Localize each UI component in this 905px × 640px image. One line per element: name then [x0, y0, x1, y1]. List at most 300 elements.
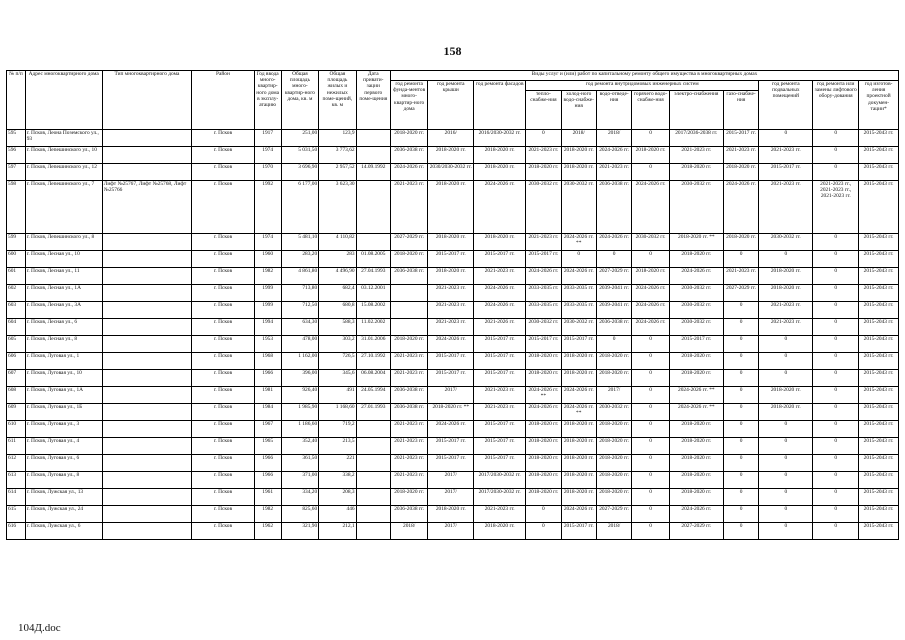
table-cell: 2018-2020 гг.: [669, 421, 723, 438]
table-cell: 2021-2023 гг.: [474, 404, 526, 421]
header-res-area: Общая площадь жилых и нежилых поме-щений, кв. м: [319, 71, 356, 130]
table-row: [7, 370, 899, 387]
table-cell: 2015-2017 гг.: [428, 251, 474, 268]
table-cell: 2018-2020 гг.: [526, 489, 561, 506]
table-cell: 599: [7, 234, 26, 251]
table-cell: 2018-2020 гг.: [669, 353, 723, 370]
header-total-area: Общая площадь много-квартир-ного дома, кв. м: [281, 71, 318, 130]
table-cell: г. Псков, Лесная ул., 3А: [25, 302, 102, 319]
table-cell: 2024-2026 гг.: [632, 302, 669, 319]
table-cell: 2018-2020 гг.: [759, 387, 813, 404]
table-cell: 0: [813, 130, 859, 147]
table-cell: 0: [759, 455, 813, 472]
table-cell: 24.05.1994: [356, 387, 390, 404]
table-cell: 601: [7, 268, 26, 285]
table-cell: 2030-2032 гг.: [669, 319, 723, 336]
table-cell: 2018-2020 гг.: [561, 370, 596, 387]
table-cell: 2027-2029 гг.: [390, 234, 427, 251]
table-cell: 2027-2029 гг.: [596, 268, 631, 285]
table-cell: 597: [7, 164, 26, 181]
table-cell: [102, 285, 191, 302]
table-cell: 2018-2020 гг.: [632, 147, 669, 164]
table-cell: 2015-2043 гг.: [859, 319, 899, 336]
table-cell: 1 168,60: [319, 404, 356, 421]
table-cell: [102, 523, 191, 540]
table-row: [7, 421, 899, 438]
table-cell: [102, 268, 191, 285]
table-cell: 2015-2017 гг.: [474, 370, 526, 387]
table-cell: 1992: [254, 181, 281, 234]
repair-schedule-table-wrap: [6, 70, 899, 540]
table-cell: 0: [813, 523, 859, 540]
table-cell: 03.12.2001: [356, 285, 390, 302]
table-cell: 2018-2020 гг.: [561, 489, 596, 506]
table-cell: 396,00: [281, 370, 318, 387]
table-cell: 2017/: [428, 523, 474, 540]
table-cell: 1966: [254, 472, 281, 489]
table-cell: 14.09.1992: [356, 164, 390, 181]
header-design-docs: год изготов-ления проектной докумен-тации*: [859, 81, 899, 130]
table-cell: г. Псков: [192, 455, 254, 472]
table-cell: 2018-2020 гг. **: [669, 234, 723, 251]
table-cell: 2018-2020 гг.: [428, 234, 474, 251]
table-cell: 2018-2020 гг.: [669, 164, 723, 181]
table-cell: 478,00: [281, 336, 318, 353]
table-cell: 2024-2026 гг.: [526, 268, 561, 285]
table-cell: [356, 438, 390, 455]
table-cell: 2021-2023 гг.: [723, 147, 758, 164]
table-cell: 0: [723, 404, 758, 421]
table-cell: 2024-2026 гг.: [632, 319, 669, 336]
table-cell: [102, 472, 191, 489]
table-cell: 0: [526, 130, 561, 147]
table-cell: 2024-2026 гг.: [474, 285, 526, 302]
table-cell: 1981: [254, 387, 281, 404]
table-cell: 0: [723, 387, 758, 404]
table-cell: [356, 181, 390, 234]
table-cell: 2027-2029 гг.: [669, 523, 723, 540]
table-cell: 2018-2020 гг.: [759, 285, 813, 302]
table-cell: [356, 234, 390, 251]
table-cell: 446: [319, 506, 356, 523]
table-cell: г. Псков: [192, 302, 254, 319]
table-cell: 0: [723, 319, 758, 336]
table-cell: 682,4: [319, 285, 356, 302]
table-cell: 0: [723, 251, 758, 268]
table-cell: 2030-2032 гг.: [561, 181, 596, 234]
table-cell: [390, 285, 427, 302]
table-cell: 2021-2023 гг.: [390, 472, 427, 489]
table-cell: 321,90: [281, 523, 318, 540]
table-row: [7, 438, 899, 455]
table-cell: 2021-2023 гг.: [759, 181, 813, 234]
table-cell: 719,2: [319, 421, 356, 438]
table-cell: 2024-2026 гг.: [632, 285, 669, 302]
table-cell: 15.08.2002: [356, 302, 390, 319]
table-cell: 2018-2020 гг.: [669, 370, 723, 387]
table-cell: 2024-2026 гг.: [474, 302, 526, 319]
table-cell: 634,30: [281, 319, 318, 336]
table-cell: 212,1: [319, 523, 356, 540]
table-cell: 0: [813, 319, 859, 336]
table-cell: 825,60: [281, 506, 318, 523]
table-cell: 0: [723, 370, 758, 387]
table-cell: 2018-2020 гг.: [526, 164, 561, 181]
header-year-built: Год ввода много-квартир-ного дома в эксплу-атацию: [254, 71, 281, 130]
table-cell: г. Псков, Луговая ул., 10: [25, 370, 102, 387]
table-cell: г. Псков: [192, 472, 254, 489]
table-cell: 2015-2017 гг.: [428, 438, 474, 455]
table-cell: г. Псков: [192, 130, 254, 147]
table-cell: 2017/: [428, 387, 474, 404]
table-cell: 3 773,62: [319, 147, 356, 164]
table-cell: 0: [813, 506, 859, 523]
table-cell: г. Псков, Лесная ул., 6: [25, 319, 102, 336]
table-cell: 0: [632, 506, 669, 523]
table-cell: 2015-2017 гг.: [474, 336, 526, 353]
table-cell: 0: [813, 370, 859, 387]
table-cell: 213,5: [319, 438, 356, 455]
table-cell: г. Псков, Леона Поземского ул., 93: [25, 130, 102, 147]
table-row: [7, 506, 899, 523]
table-cell: 2039-2041 гг.: [596, 302, 631, 319]
table-cell: [356, 506, 390, 523]
table-cell: 0: [723, 523, 758, 540]
table-cell: 0: [813, 147, 859, 164]
table-cell: 0: [813, 164, 859, 181]
table-cell: 2036-2038 гг.: [390, 387, 427, 404]
table-cell: 1962: [254, 523, 281, 540]
table-cell: 2018-2020 гг.: [390, 251, 427, 268]
table-cell: 2018-2020 гг.: [596, 353, 631, 370]
table-cell: 0: [759, 421, 813, 438]
table-cell: 2018-2020 гг.: [596, 455, 631, 472]
table-cell: 2015-2017 гг.: [474, 421, 526, 438]
table-cell: 6 177,00: [281, 181, 318, 234]
table-cell: 2021-2023 гг.: [390, 370, 427, 387]
table-cell: 2018-2020 гг.: [596, 370, 631, 387]
table-cell: 600: [7, 251, 26, 268]
table-cell: 1966: [254, 455, 281, 472]
table-cell: 208,3: [319, 489, 356, 506]
table-cell: 2024-2026 гг.: [723, 181, 758, 234]
table-cell: г. Псков: [192, 251, 254, 268]
table-cell: 2024-2026 гг.: [428, 336, 474, 353]
table-cell: г. Псков: [192, 404, 254, 421]
table-cell: 2027-2029 гг.: [596, 506, 631, 523]
table-cell: 2036-2038 гг.: [390, 147, 427, 164]
table-cell: г. Псков, Луговая ул., 1Б: [25, 404, 102, 421]
table-cell: 0: [759, 130, 813, 147]
table-cell: 2015-2017 гг.: [428, 455, 474, 472]
table-cell: 1961: [254, 489, 281, 506]
table-cell: [102, 130, 191, 147]
table-cell: 2030-2032 гг.: [596, 404, 631, 421]
table-cell: 604: [7, 319, 26, 336]
table-cell: г. Псков, Луговая ул., 6: [25, 455, 102, 472]
table-cell: 3 696,90: [281, 164, 318, 181]
table-cell: 0: [723, 506, 758, 523]
table-cell: 0: [526, 523, 561, 540]
table-row: [7, 353, 899, 370]
table-row: [7, 472, 899, 489]
table-cell: 605: [7, 336, 26, 353]
table-cell: 2015-2043 гг.: [859, 489, 899, 506]
table-cell: 2018-2020 гг.: [474, 234, 526, 251]
table-cell: [102, 234, 191, 251]
table-cell: 1917: [254, 130, 281, 147]
table-cell: 2015-2017 гг.: [669, 336, 723, 353]
table-cell: 598: [7, 181, 26, 234]
table-cell: 1965: [254, 438, 281, 455]
table-cell: г. Псков, Лепешинского ул., 12: [25, 164, 102, 181]
table-cell: г. Псков, Лесная ул., 10: [25, 251, 102, 268]
table-cell: 31.01.2006: [356, 336, 390, 353]
table-cell: 2018-2020 гг.: [390, 489, 427, 506]
table-cell: 2017/: [428, 489, 474, 506]
table-cell: 0: [813, 438, 859, 455]
table-cell: 352,40: [281, 438, 318, 455]
table-row: [7, 268, 899, 285]
header-sewage: водо-отведе-ния: [596, 91, 631, 130]
table-cell: 0: [723, 472, 758, 489]
table-cell: 2018-2020 гг.: [596, 438, 631, 455]
table-cell: 2030-2032 гг.: [526, 319, 561, 336]
table-cell: 2015-2043 гг.: [859, 268, 899, 285]
table-cell: 2018-2020 гг.: [428, 506, 474, 523]
table-cell: г. Псков, Луговая ул., 1А: [25, 387, 102, 404]
table-cell: 2018-2020 гг.: [474, 164, 526, 181]
table-cell: 2018-2020 гг.: [723, 234, 758, 251]
table-cell: 1967: [254, 421, 281, 438]
table-cell: 2039-2041 гг.: [596, 285, 631, 302]
table-cell: 0: [759, 370, 813, 387]
table-cell: 0: [632, 353, 669, 370]
header-hot-water: горячего водо-снабже-ния: [632, 91, 669, 130]
table-cell: 2017/: [596, 387, 631, 404]
table-cell: [356, 472, 390, 489]
table-cell: [356, 455, 390, 472]
table-cell: 4 496,90: [319, 268, 356, 285]
table-cell: г. Псков, Лужская ул., 13: [25, 489, 102, 506]
table-cell: 0: [813, 353, 859, 370]
page-number: 158: [443, 44, 462, 58]
table-cell: [102, 251, 191, 268]
table-row: [7, 181, 899, 234]
table-cell: 616: [7, 523, 26, 540]
table-cell: 2015-2043 гг.: [859, 404, 899, 421]
table-cell: 0: [813, 472, 859, 489]
table-cell: 0: [561, 251, 596, 268]
table-cell: 27.01.1993: [356, 404, 390, 421]
table-cell: 0: [632, 130, 669, 147]
table-cell: 1982: [254, 506, 281, 523]
table-cell: 2018-2020 гг.: [428, 268, 474, 285]
table-cell: 01.08.2005: [356, 251, 390, 268]
table-cell: 2018-2020 гг.: [669, 489, 723, 506]
table-cell: 0: [759, 353, 813, 370]
table-cell: 2015-2043 гг.: [859, 472, 899, 489]
header-gas: газо-снабже-ния: [723, 91, 758, 130]
table-cell: 5 481,10: [281, 234, 318, 251]
table-cell: 602: [7, 285, 26, 302]
table-row: [7, 251, 899, 268]
table-cell: 2024-2026 гг. **: [561, 234, 596, 251]
table-cell: [102, 489, 191, 506]
table-cell: 2036-2038 гг.: [390, 404, 427, 421]
header-num: № п/п: [7, 71, 26, 130]
table-row: [7, 164, 899, 181]
table-cell: [356, 421, 390, 438]
table-cell: 2015-2017 гг.: [474, 455, 526, 472]
table-cell: 338,2: [319, 472, 356, 489]
table-cell: 0: [813, 336, 859, 353]
table-cell: 2024-2026 гг.: [390, 164, 427, 181]
table-cell: 2030-2032 гг.: [669, 302, 723, 319]
table-cell: 2030/2030-2032 гг.: [428, 164, 474, 181]
table-cell: 2015-2017 гг.: [526, 251, 561, 268]
table-cell: 2018-2020 гг.: [632, 268, 669, 285]
table-cell: 613: [7, 472, 26, 489]
table-cell: 2024-2026 гг.: [561, 387, 596, 404]
table-cell: 123,9: [319, 130, 356, 147]
table-cell: 0: [813, 285, 859, 302]
table-cell: 2018-2020 гг. **: [428, 404, 474, 421]
table-cell: 2021-2023 гг.: [759, 147, 813, 164]
table-cell: 371,00: [281, 472, 318, 489]
table-cell: 2 957,52: [319, 164, 356, 181]
table-cell: 2024-2026 гг. **: [561, 404, 596, 421]
table-cell: 2021-2023 гг.: [723, 268, 758, 285]
table-cell: г. Псков: [192, 353, 254, 370]
table-cell: 2018-2020 гг.: [759, 268, 813, 285]
table-cell: 2018-2020 гг.: [526, 353, 561, 370]
table-cell: 2018-2020 гг.: [669, 455, 723, 472]
table-cell: 2015-2043 гг.: [859, 147, 899, 164]
table-cell: 2015-2017 гг.: [474, 353, 526, 370]
table-cell: 283,20: [281, 251, 318, 268]
table-cell: 2018-2020 гг.: [596, 421, 631, 438]
table-cell: 0: [723, 336, 758, 353]
table-row: [7, 404, 899, 421]
table-cell: 0: [632, 370, 669, 387]
table-cell: 2036-2038 гг.: [390, 506, 427, 523]
table-cell: 0: [759, 506, 813, 523]
table-cell: 0: [723, 353, 758, 370]
header-electric: электро-снабжения: [669, 91, 723, 130]
table-cell: [102, 370, 191, 387]
table-cell: 0: [759, 251, 813, 268]
table-cell: 0: [759, 336, 813, 353]
table-cell: 2030-2032 гг.: [561, 319, 596, 336]
table-cell: г. Псков, Лужская ул., 6: [25, 523, 102, 540]
table-cell: 2018-2020 гг.: [561, 472, 596, 489]
table-cell: 2015-2043 гг.: [859, 421, 899, 438]
table-cell: 2018-2020 гг.: [669, 438, 723, 455]
table-row: [7, 130, 899, 147]
table-row: [7, 455, 899, 472]
table-cell: 2030-2032 гг.: [669, 285, 723, 302]
table-cell: 595: [7, 130, 26, 147]
table-body: [7, 130, 899, 540]
table-cell: 2024-2026 гг.: [632, 181, 669, 234]
table-cell: 0: [632, 404, 669, 421]
table-row: [7, 336, 899, 353]
table-cell: г. Псков, Луговая ул., 3: [25, 421, 102, 438]
table-cell: г. Псков: [192, 181, 254, 234]
table-cell: 2015-2043 гг.: [859, 336, 899, 353]
table-cell: 221: [319, 455, 356, 472]
table-cell: 334,20: [281, 489, 318, 506]
table-cell: 0: [632, 438, 669, 455]
table-cell: 283: [319, 251, 356, 268]
table-cell: 2024-2026 гг. **: [526, 387, 561, 404]
table-cell: 0: [813, 455, 859, 472]
table-cell: [390, 319, 427, 336]
table-cell: 1960: [254, 251, 281, 268]
table-cell: г. Псков, Лепешинского ул., 10: [25, 147, 102, 164]
table-cell: г. Псков: [192, 489, 254, 506]
table-cell: 0: [813, 268, 859, 285]
table-cell: г. Псков: [192, 319, 254, 336]
table-cell: 0: [813, 489, 859, 506]
table-cell: [102, 455, 191, 472]
table-cell: 611: [7, 438, 26, 455]
table-row: [7, 523, 899, 540]
table-cell: г. Псков: [192, 285, 254, 302]
table-cell: 2036-2038 гг.: [596, 181, 631, 234]
table-cell: г. Псков: [192, 506, 254, 523]
table-cell: 0: [813, 302, 859, 319]
table-cell: 2021-2023 гг.: [390, 181, 427, 234]
table-row: [7, 489, 899, 506]
table-cell: 4 861,80: [281, 268, 318, 285]
header-address: Адрес многоквартирного дома: [25, 71, 102, 130]
table-cell: г. Псков, Лесная ул., 1А: [25, 285, 102, 302]
table-cell: [102, 387, 191, 404]
table-cell: 1966: [254, 370, 281, 387]
table-cell: 4 110,82: [319, 234, 356, 251]
table-cell: 2015-2017 гг.: [526, 336, 561, 353]
table-cell: 0: [526, 506, 561, 523]
table-cell: 2018-2020 гг.: [526, 421, 561, 438]
header-district: Район: [192, 71, 254, 130]
table-cell: 2018-2020 гг.: [561, 455, 596, 472]
table-cell: 596: [7, 147, 26, 164]
table-cell: 2017/2030-2032 гг.: [474, 489, 526, 506]
table-cell: 2015-2043 гг.: [859, 130, 899, 147]
table-cell: 2018-2020 гг.: [526, 370, 561, 387]
table-cell: [102, 147, 191, 164]
table-cell: 2018-2020 гг.: [526, 472, 561, 489]
table-cell: г. Псков: [192, 147, 254, 164]
table-cell: 588,3: [319, 319, 356, 336]
table-cell: 0: [632, 523, 669, 540]
table-cell: 1974: [254, 147, 281, 164]
table-cell: [356, 523, 390, 540]
table-cell: 2024-2026 гг.: [669, 506, 723, 523]
table-cell: 0: [723, 438, 758, 455]
table-cell: 2030-2032 гг.: [526, 181, 561, 234]
table-cell: [102, 438, 191, 455]
table-cell: 2018-2020 гг.: [474, 523, 526, 540]
table-cell: 0: [596, 336, 631, 353]
table-cell: 2018-2020 гг.: [561, 438, 596, 455]
table-cell: 608: [7, 387, 26, 404]
table-cell: 2024-2026 гг.: [596, 147, 631, 164]
table-cell: [102, 404, 191, 421]
table-cell: 2018-2020 гг.: [390, 130, 427, 147]
